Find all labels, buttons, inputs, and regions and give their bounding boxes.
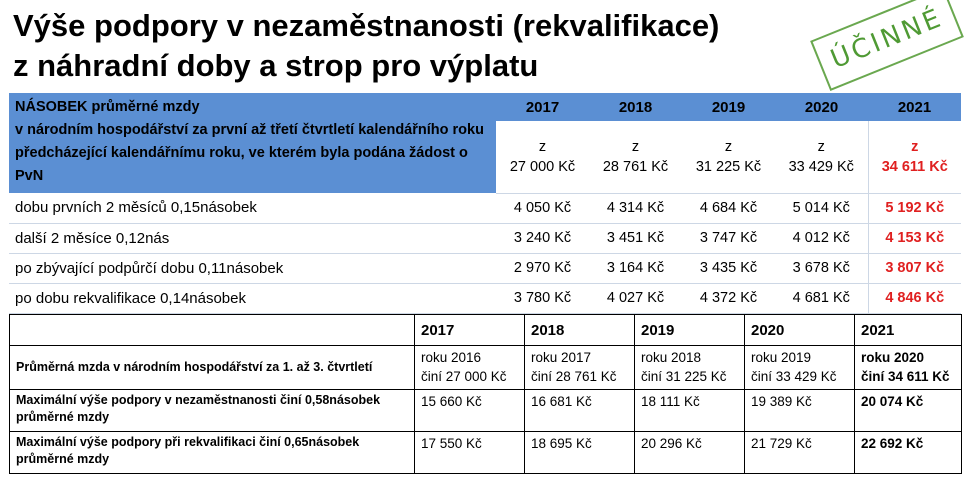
- year-header: 2018: [589, 93, 682, 121]
- wage-cell: roku 2018 činí 31 225 Kč: [635, 346, 745, 390]
- title-line-2: z náhradní doby a strop pro výplatu: [13, 48, 539, 83]
- wage-cell-current: roku 2020 činí 34 611 Kč: [855, 346, 962, 390]
- value-cell: 3 435 Kč: [682, 253, 775, 283]
- wage-cell: roku 2016 činí 27 000 Kč: [415, 346, 525, 390]
- header-label-rest: v národním hospodářství za první až třetí čtvrtletí kalendářního roku předcházející kalendářnímu roku, ve kterém byla podána žádost o PvN: [15, 122, 484, 184]
- value-cell: 3 780 Kč: [496, 283, 589, 313]
- wage-cell: roku 2019 činí 33 429 Kč: [745, 346, 855, 390]
- value-cell: 18 111 Kč: [635, 390, 745, 432]
- year-header: 2020: [775, 93, 868, 121]
- corner-cell: [10, 315, 415, 346]
- row-label: Maximální výše podpory při rekvalifikaci činí 0,65násobek průměrné mzdy: [10, 432, 415, 474]
- benefit-multiplier-table: [9, 93, 961, 314]
- value-cell: 3 240 Kč: [496, 223, 589, 253]
- year-header: 2017: [415, 315, 525, 346]
- wage-cell: z 28 761 Kč: [589, 121, 682, 193]
- year-header: 2019: [682, 93, 775, 121]
- value-cell-current: 4 153 Kč: [868, 223, 961, 253]
- value-cell: 4 372 Kč: [682, 283, 775, 313]
- value-cell: 15 660 Kč: [415, 390, 525, 432]
- value-cell: 4 681 Kč: [775, 283, 868, 313]
- page-title: [13, 6, 813, 86]
- wage-cell: z 27 000 Kč: [496, 121, 589, 193]
- value-cell: 2 970 Kč: [496, 253, 589, 283]
- value-cell: 3 164 Kč: [589, 253, 682, 283]
- title-line-1: Výše podpory v nezaměstnanosti (rekvalifikace): [13, 8, 720, 43]
- year-header: 2017: [496, 93, 589, 121]
- table-row: [10, 432, 962, 474]
- value-cell-current: 20 074 Kč: [855, 390, 962, 432]
- row-label: Maximální výše podpory v nezaměstnanosti činí 0,58násobek průměrné mzdy: [10, 390, 415, 432]
- header-row: [9, 93, 961, 121]
- year-header-row: [10, 315, 962, 346]
- effective-stamp: ÚČINNÉ: [810, 0, 964, 91]
- table-row: [9, 253, 961, 283]
- value-cell-current: 22 692 Kč: [855, 432, 962, 474]
- value-cell-current: 5 192 Kč: [868, 193, 961, 223]
- row-label: další 2 měsíce 0,12nás: [9, 223, 496, 253]
- table-row: [10, 346, 962, 390]
- year-header: 2020: [745, 315, 855, 346]
- year-header: 2018: [525, 315, 635, 346]
- value-cell: 4 012 Kč: [775, 223, 868, 253]
- value-cell: 16 681 Kč: [525, 390, 635, 432]
- wage-cell-current: z 34 611 Kč: [868, 121, 961, 193]
- row-label: dobu prvních 2 měsíců 0,15násobek: [9, 193, 496, 223]
- row-label: po dobu rekvalifikace 0,14násobek: [9, 283, 496, 313]
- value-cell: 18 695 Kč: [525, 432, 635, 474]
- table-row: [9, 283, 961, 313]
- row-label: po zbývající podpůrčí dobu 0,11násobek: [9, 253, 496, 283]
- table-row: [9, 193, 961, 223]
- value-cell: 3 747 Kč: [682, 223, 775, 253]
- value-cell: 5 014 Kč: [775, 193, 868, 223]
- wage-cell: z 31 225 Kč: [682, 121, 775, 193]
- wage-cell: z 33 429 Kč: [775, 121, 868, 193]
- value-cell-current: 3 807 Kč: [868, 253, 961, 283]
- year-header: 2019: [635, 315, 745, 346]
- value-cell: 3 451 Kč: [589, 223, 682, 253]
- row-label: Průměrná mzda v národním hospodářství za 1. až 3. čtvrtletí: [10, 346, 415, 390]
- value-cell: 4 314 Kč: [589, 193, 682, 223]
- table-row: [10, 390, 962, 432]
- year-header: 2021: [868, 93, 961, 121]
- value-cell: 4 050 Kč: [496, 193, 589, 223]
- wage-cell: roku 2017 činí 28 761 Kč: [525, 346, 635, 390]
- value-cell: 4 027 Kč: [589, 283, 682, 313]
- table-row: [9, 223, 961, 253]
- maximum-benefit-table: [9, 314, 962, 474]
- value-cell: 4 684 Kč: [682, 193, 775, 223]
- value-cell-current: 4 846 Kč: [868, 283, 961, 313]
- value-cell: 3 678 Kč: [775, 253, 868, 283]
- value-cell: 17 550 Kč: [415, 432, 525, 474]
- value-cell: 20 296 Kč: [635, 432, 745, 474]
- value-cell: 21 729 Kč: [745, 432, 855, 474]
- value-cell: 19 389 Kč: [745, 390, 855, 432]
- header-label: [9, 93, 496, 193]
- year-header: 2021: [855, 315, 962, 346]
- header-label-line1: NÁSOBEK průměrné mzdy: [15, 99, 200, 115]
